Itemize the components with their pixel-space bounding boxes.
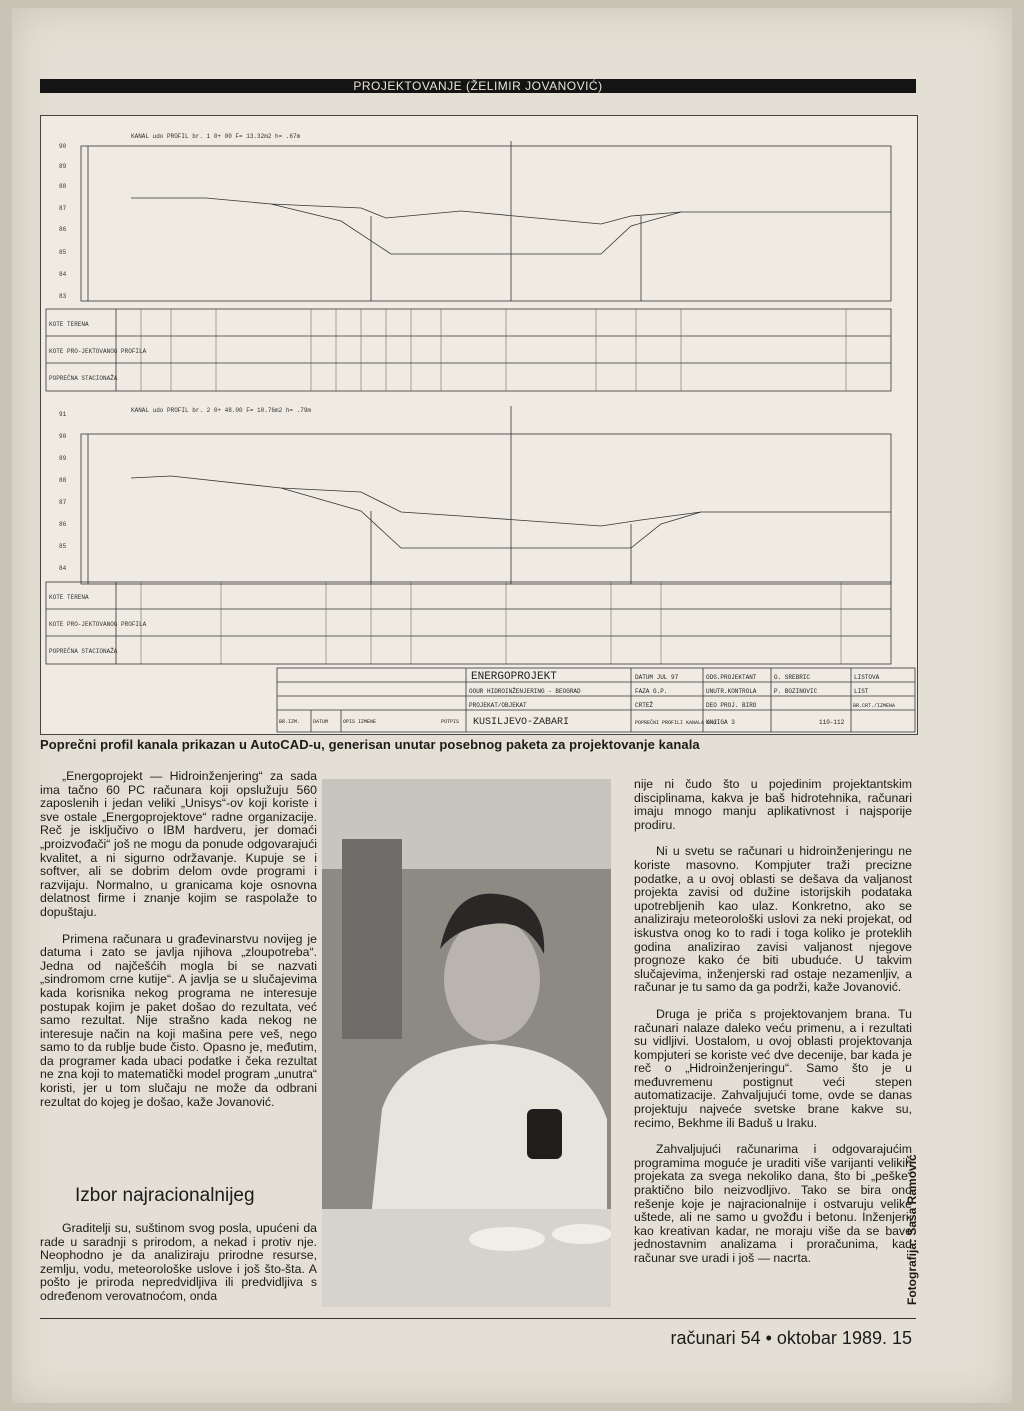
tb-listova: LISTOVA [854,674,880,681]
profile1-frame [81,146,891,301]
profile2-title: KANAL udo PROFIL br. 2 0+ 48.00 F= 10.76m2 h= .79m [131,407,312,414]
p1-row-label: KOTE TERENA [49,321,89,328]
p2-row-label: KOTE PRO-JEKTOVANOG PROFILA [49,621,147,628]
tb-dept: OOUR HIDROINŽENJERING - BEOGRAD [469,688,581,695]
tb-opis: OPIS IZMENE [343,719,377,725]
profile1-title: KANAL udo PROFIL br. 1 0+ 00 F= 13.32m2 h= .67m [131,133,301,140]
p2-ytick: 89 [59,455,67,462]
p2-ytick: 86 [59,521,67,528]
paragraph: Zahvaljujući računarima i odgovarajućim programima moguće je uraditi više varijanti velikih projekata za svega nekoliko dana, što bi „peške“ praktično bilo neizvodljivo. Tako se bira ono rešenje koje je najracionalnije i ostvaruju velike uštede, ali ne samo u gvožđu i betonu. Inženjeri, kao kreativan kadar, ne moraju više da se bave jednostavnim analizama i proračunima, kad računar sve uradi i još — nacrta. [634,1142,912,1265]
tb-drawing-name: POPREČNI PROFILI KANALA D-O [635,720,717,726]
p1-ytick: 90 [59,143,67,150]
tb-potpis: POTPIS [441,719,460,725]
p2-ytick: 87 [59,499,67,506]
profile2-frame [81,434,891,584]
p2-ytick: 90 [59,433,67,440]
tb-range: 110-112 [819,719,845,726]
p2-row-label: KOTE TERENA [49,594,89,601]
p2-ytick: 88 [59,477,67,484]
article-column-1-continued [40,1222,317,1317]
tb-list: LIST [854,688,869,695]
tb-kontrola: UNUTR.KONTROLA [706,688,757,695]
paragraph: „Energoprojekt — Hidroinženjering“ za sada ima tačno 60 PC računara koji opslužuju 560 zaposlenih i jedan veliki „Unisys“-ov koji koriste i sve ostale „Energoprojektove“ radne organizacije. Reč je isključivo o IBM hardveru, jer domaći „proizvođači“ još ne mogu da ponude odgovarajući kvalitet, a ni sigurno održavanje. Kupuje se i softver, ali se dobrim delom ovde programi i razvijaju. Normalno, u granicama koje osnovna delatnost firme i znanje kojim se raspolaže to dopuštaju. [40,769,317,919]
tb-faza: FAZA G.P. [635,688,668,695]
page-footer: računari 54 • oktobar 1989. 15 [670,1328,912,1348]
figure-caption: Poprečni profil kanala prikazan u AutoCAD-u, generisan unutar posebnog paketa za projektovanje kanala [40,737,700,752]
cad-drawing [40,115,918,735]
p2-ytick: 91 [59,411,67,418]
tb-brizm: BR.IZM. [279,719,301,725]
p1-row-label: POPREČNA STACIONAŽA [49,375,118,382]
tb-company: ENERGOPROJEKT [471,671,557,683]
p1-ytick: 86 [59,226,67,233]
tb-odg: ODG.PROJEKTANT [706,674,757,681]
p1-ytick: 88 [59,183,67,190]
table-columns [141,309,846,664]
tb-datum: DATUM [313,719,329,725]
profile2-table [46,582,891,664]
p1-row-label: KOTE PRO-JEKTOVANOG PROFILA [49,348,147,355]
tb-brcrt: BR.CRT./IZMENA [853,703,896,709]
profile1-design [271,204,681,254]
paragraph: Druga je priča s projektovanjem brana. Tu računari nalaze daleko veću primenu, a i rezultati su vidljivi. Uostalom, u ovoj oblasti projektovanja kompjuteri se koriste već dve decenije, bar kada je reč o „Hidroinženjeringu“. Samo što je u međuvremenu postignut veći stepen automatizacije. Zahvaljujući tome, ovde se danas projektuju najveće svetske brane kakve su, recimo, Bekhme ili Baduš u Iraku. [634,1006,912,1130]
tb-project-label: PROJEKAT/OBJEKAT [469,702,527,709]
p2-row-label: POPREČNA STACIONAŽA [49,648,118,655]
cross-section-drawing [41,116,917,734]
section-header: PROJEKTOVANJE (ŽELIMIR JOVANOVIĆ) [40,79,916,93]
tb-srebric: G. SREBRIC [774,674,811,681]
p1-ytick: 89 [59,163,67,170]
tb-knjiga: KNJIGA 3 [706,719,735,726]
photo-illustration [322,779,611,1307]
photo-credit: Fotografija: Saša Ramović [905,1154,919,1305]
p2-ytick: 84 [59,565,67,572]
section-subheading: Izbor najracionalnijeg [75,1185,255,1206]
p2-ytick: 85 [59,543,67,550]
profile1-table [46,309,891,391]
p1-ytick: 83 [59,293,67,300]
p1-ytick: 87 [59,205,67,212]
tb-crtez: CRTEŽ [635,702,654,709]
p1-ytick: 84 [59,271,67,278]
article-column-3 [634,778,912,1279]
p1-ytick: 85 [59,249,67,256]
footer-rule [40,1318,916,1319]
tb-biro: DEO PROJ. BIRO [706,702,757,709]
article-column-1 [40,770,317,1122]
portrait-photo [322,779,611,1307]
tb-date: DATUM JUL 97 [635,674,679,681]
tb-project: KUSILJEVO-ZABARI [473,717,570,728]
paragraph: Graditelji su, suštinom svog posla, upućeni da rade u saradnji s prirodom, a nekad i protiv nje. Neophodno je da analiziraju prirodne resurse, zemlju, vodu, meteorološke uslove i još što-šta. A pošto je priroda nepredvidljiva ili predvidljiva s određenom verovatnoćom, onda [40,1221,317,1303]
tb-bozinovic: P. BOZINOVIC [774,688,818,695]
paragraph: Ni u svetu se računari u hidroinženjeringu ne koriste masovno. Kompjuter traži precizne podatke, a u ovoj oblasti se dešava da valjanost projekta zavisi od dužine istorijskih podataka upotrebljenih kao ulaz. Konkretno, ako se analiziraju meteorološki uslovi za neki projekat, od iskustva onog ko to radi i toga koliko je proteklih godina analizirao zavisi valjanost njegove prognoze kako će biti ubuduće. U takvim slučajevima, inženjerski rad ostaje nezamenljiv, a računar je tu samo da ga podrži, kaže Jovanović. [634,844,912,995]
paragraph: Primena računara u građevinarstvu novijeg je datuma i zato se javlja njihova „zloupotreba“. Jedna od najčešćih mogla bi se nazvati „sindromom crne kutije“. A javlja se u slučajevima kada korisnika nekog programa ne interesuje postupak kojim je paket došao do rezultata, već samo rezultat. Nije strašno kada nekog ne interesuje način na koji mašina pere veš, nego samo to da rublje bude čisto. Opasno je, međutim, da programer kada ubaci podatke i čeka rezultat ne zna koji to matematički model program „unutra“ koristi, jer u tom slučaju ne može da odbrani rezultat do kojeg je došao, kaže Jovanović. [40,931,317,1109]
paragraph: nije ni čudo što u pojedinim projektantskim disciplinama, kakva je baš hidrotehnika, računari imaju mnogo manju aplikativnost i najsporije prodiru. [634,777,912,832]
